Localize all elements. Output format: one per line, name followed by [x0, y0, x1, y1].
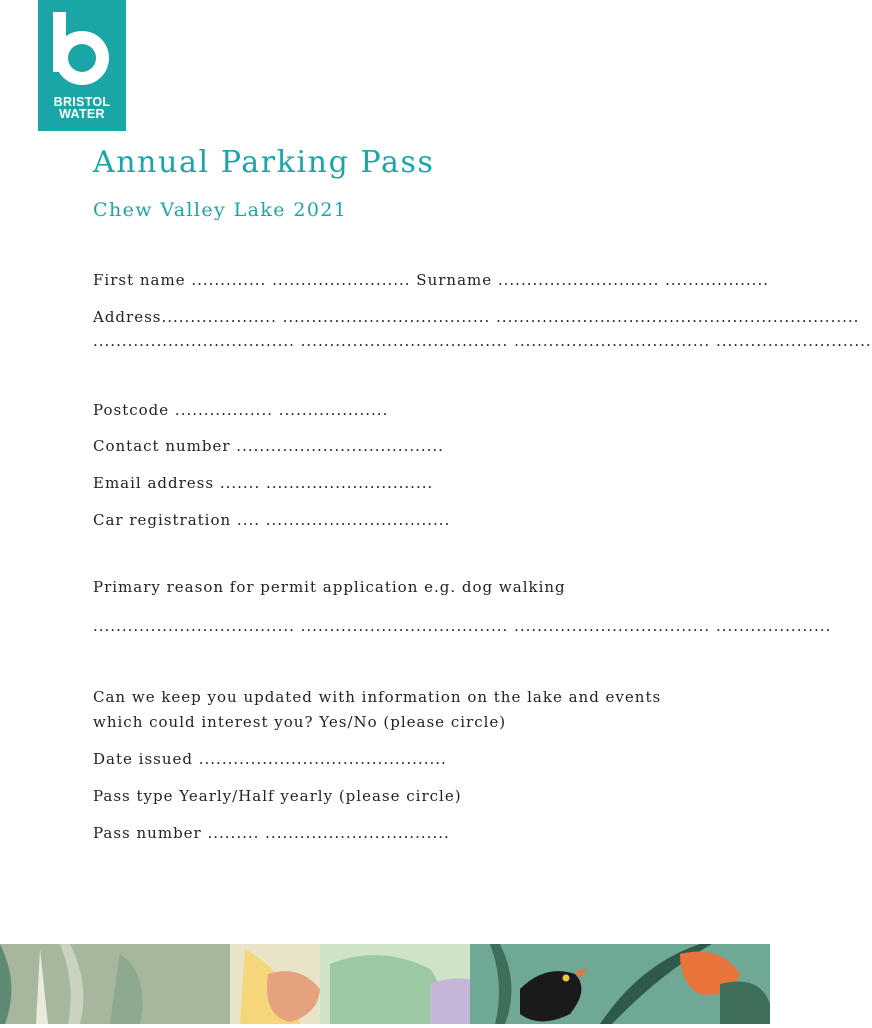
reason-question: Primary reason for permit application e.g. dog walking	[93, 578, 566, 596]
logo-text-water: WATER	[59, 107, 105, 121]
address-field-line-2[interactable]: ................................... .................................... .................................. ...........................	[93, 332, 872, 350]
bristol-water-logo	[38, 0, 126, 131]
email-address-field[interactable]: Email address ....... .............................	[93, 474, 434, 492]
pass-number-field[interactable]: Pass number ......... ................................	[93, 824, 450, 842]
postcode-field[interactable]: Postcode ................. ...................	[93, 401, 389, 419]
date-issued-field[interactable]: Date issued ...........................................	[93, 750, 447, 768]
decorative-illustration-footer	[0, 944, 770, 1024]
logo-text-bristol: BRISTOL	[53, 95, 111, 109]
address-field-line-1[interactable]: Address.................... .................................... ...............................................................	[93, 308, 860, 326]
contact-number-field[interactable]: Contact number ....................................	[93, 437, 444, 455]
page-title: Annual Parking Pass	[93, 145, 435, 180]
updates-question-line-2[interactable]: which could interest you? Yes/No (please circle)	[93, 713, 507, 731]
first-name-surname-field[interactable]: First name ............. ........................ Surname ............................ ..................	[93, 271, 769, 289]
page-subtitle: Chew Valley Lake 2021	[93, 199, 348, 221]
updates-question-line-1: Can we keep you updated with information on the lake and events	[93, 688, 662, 706]
car-registration-field[interactable]: Car registration .... ................................	[93, 511, 451, 529]
b-logo-icon	[38, 0, 126, 96]
pass-type-field[interactable]: Pass type Yearly/Half yearly (please circle)	[93, 787, 462, 805]
reason-field[interactable]: ................................... .................................... .................................. ....................	[93, 617, 832, 635]
